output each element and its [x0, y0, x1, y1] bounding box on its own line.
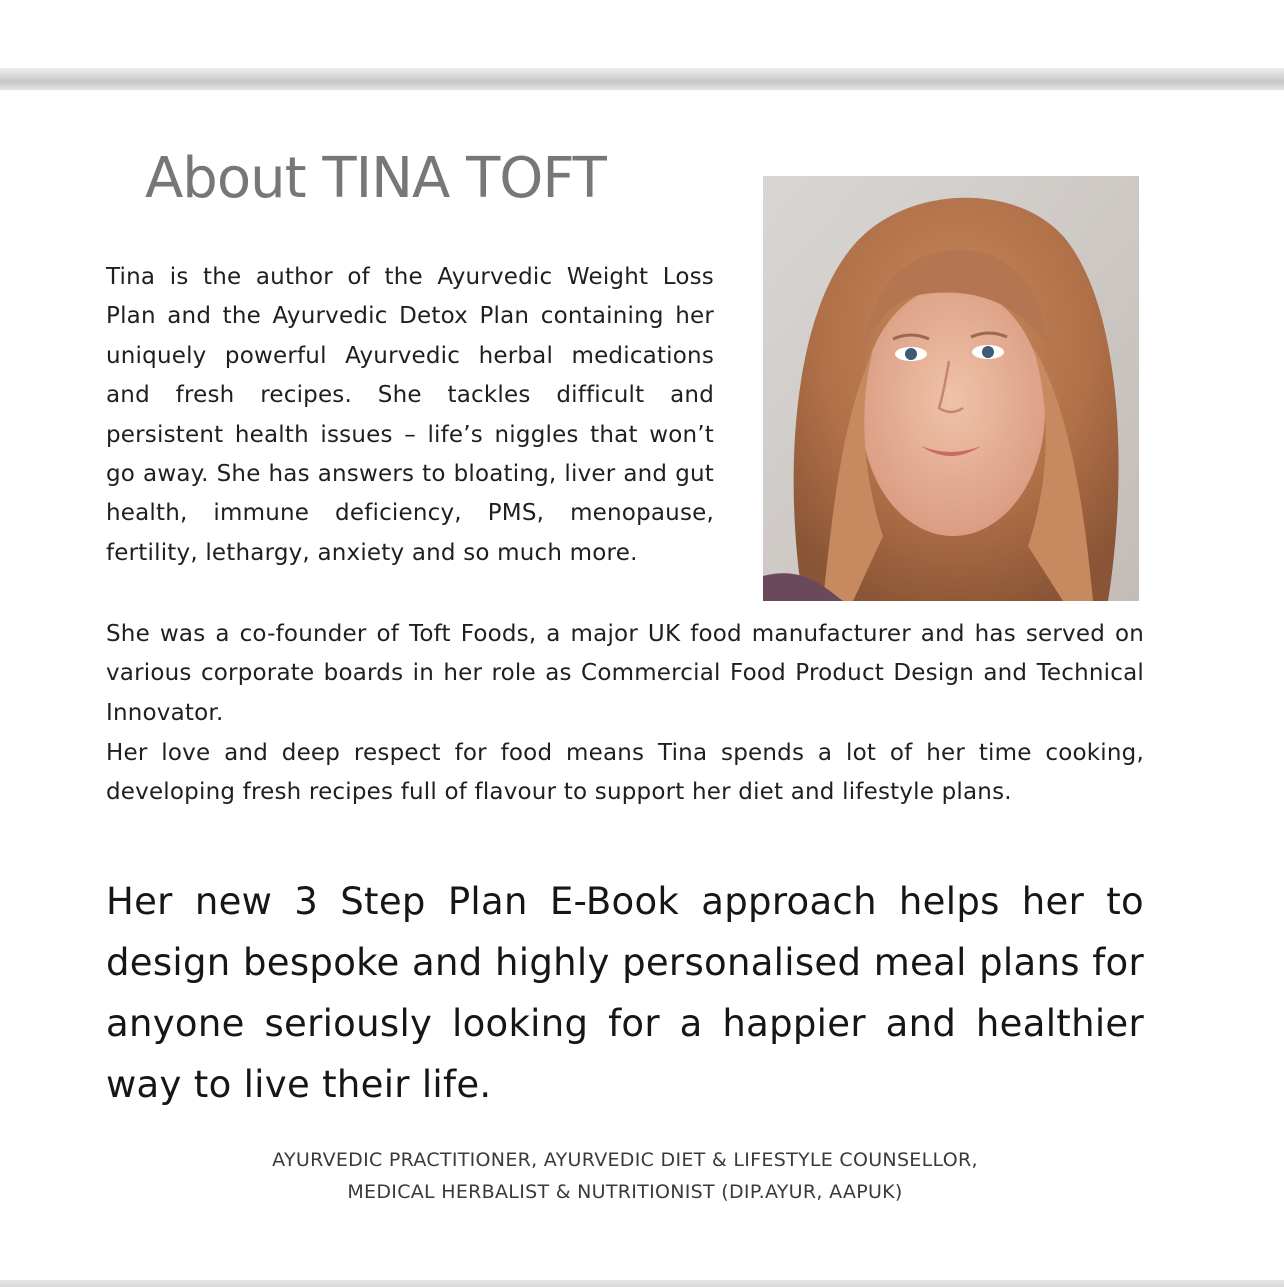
- credentials: [150, 1144, 1100, 1208]
- bio-paragraph-3: Her love and deep respect for food means Tina spends a lot of her time cooking, developing fresh recipes full of flavour to support her diet and lifestyle plans.: [106, 740, 1144, 806]
- portrait-photo: [763, 176, 1139, 601]
- top-divider-bar: [0, 68, 1284, 90]
- bio-paragraph-2: She was a co-founder of Toft Foods, a major UK food manufacturer and has served on various corporate boards in her role as Commercial Food Product Design and Technical Innovator.: [106, 621, 1144, 726]
- credentials-line-2: MEDICAL HERBALIST & NUTRITIONIST (DIP.AYUR, AAPUK): [347, 1181, 903, 1203]
- page-title: About TINA TOFT: [145, 146, 606, 211]
- credentials-line-1: AYURVEDIC PRACTITIONER, AYURVEDIC DIET & LIFESTYLE COUNSELLOR,: [272, 1149, 978, 1171]
- bio-paragraph-1: Tina is the author of the Ayurvedic Weight Loss Plan and the Ayurvedic Detox Plan containing her uniquely powerful Ayurvedic herbal medications and fresh recipes. She tackles difficult and persistent health issues – life’s niggles that won’t go away. She has answers to bloating, liver and gut health, immune deficiency, PMS, menopause, fertility, lethargy, anxiety and so much more.: [106, 264, 714, 566]
- highlight-statement: Her new 3 Step Plan E-Book approach helps her to design bespoke and highly personalised meal plans for anyone seriously looking for a happier and healthier way to live their life.: [106, 880, 1144, 1106]
- bottom-divider: [0, 1280, 1284, 1287]
